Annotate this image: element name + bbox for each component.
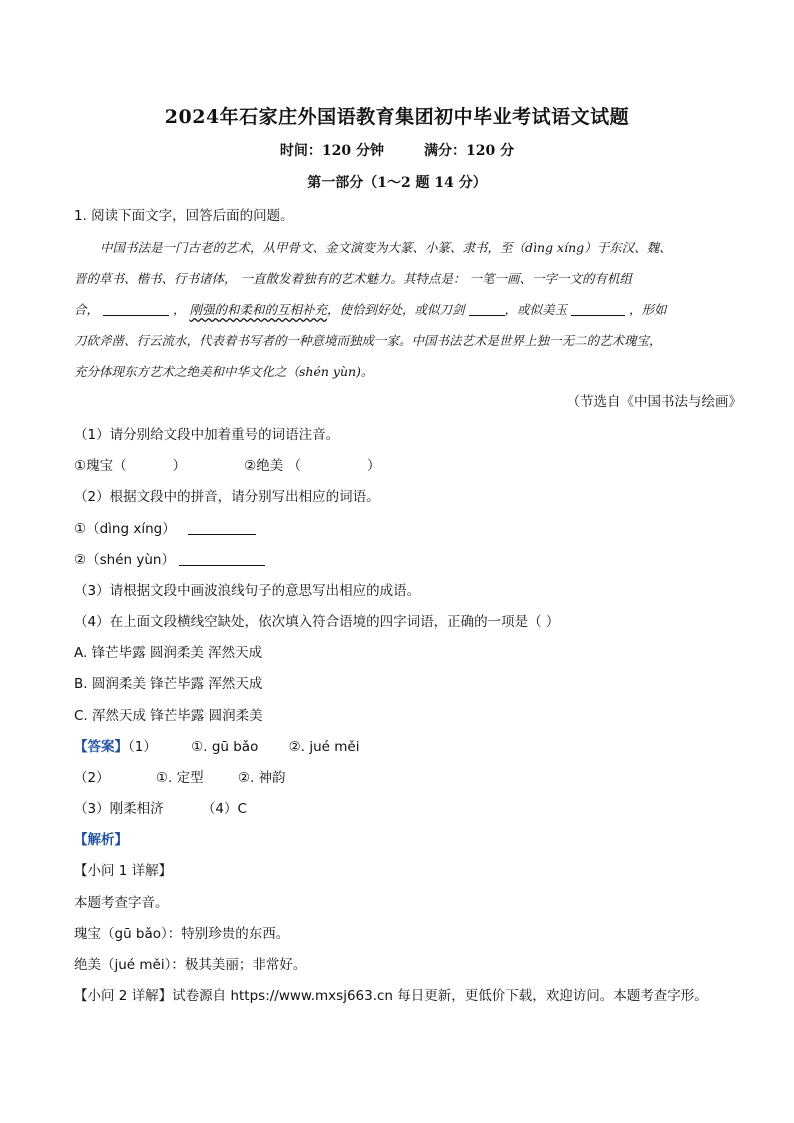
subquestion-2-item-2 (74, 548, 265, 568)
option-c: C. 浑然天成 锋芒毕露 圆润柔美 (74, 708, 263, 724)
subquestion-4: （4）在上面文段横线空缺处，依次填入符合语境的四字词语，正确的一项是（ ） (74, 614, 560, 630)
subquestion-2: （2）根据文段中的拼音，请分别写出相应的词语。 (74, 489, 380, 505)
answer-label: （1） (128, 739, 157, 755)
analysis-q2-heading: 【小问 2 详解】试卷源自 https://www.mxsj663.cn 每日更新，更低价下载，欢迎访问。本题考查字形。 (74, 988, 708, 1004)
answer-label: （2） (74, 770, 110, 786)
page-title: 2024年石家庄外国语教育集团初中毕业考试语文试题 (164, 106, 630, 128)
answer-blank[interactable] (179, 551, 265, 566)
question-prompt: 1. 阅读下面文字，回答后面的问题。 (74, 208, 294, 224)
passage-line-1: 中国书法是一门古老的艺术，从甲骨文、金文演变为大篆、小篆、隶书，至（dìng xíng）于东汉、魏、 (100, 240, 672, 255)
passage-text: 合， (74, 302, 100, 317)
item-label: ①瑰宝（ (74, 458, 127, 474)
answer-value: （3）刚柔相济 (74, 801, 164, 817)
answer-value: ①. 定型 (155, 770, 204, 786)
analysis-q1-line-2: 瑰宝（gū bǎo）：特别珍贵的东西。 (74, 926, 290, 942)
passage-text: ，形如 (628, 302, 667, 317)
item-label: ②（shén yùn） (74, 552, 175, 568)
passage-line-2: 晋的草书、楷书、行书诸体， 一直散发着独有的艺术魅力。其特点是： 一笔一画、一字一文的有机组 (74, 271, 632, 286)
option-a: A. 锋芒毕露 圆润柔美 浑然天成 (74, 645, 263, 661)
option-b: B. 圆润柔美 锋芒毕露 浑然天成 (74, 676, 263, 692)
blank-2[interactable] (469, 301, 505, 316)
passage-source: （节选自《中国书法与绘画》 (566, 394, 742, 410)
answer-row-2 (74, 766, 286, 786)
wavy-sentence: 刚强的和柔和的互相补充 (189, 302, 327, 317)
subquestion-2-item-1 (74, 517, 256, 537)
passage-line-5: 充分体现东方艺术之绝美和中华文化之（shén yùn)。 (74, 364, 374, 379)
exam-score: 满分：120 分 (424, 143, 515, 159)
subquestion-3: （3）请根据文段中画波浪线句子的意思写出相应的成语。 (74, 583, 421, 599)
part-heading: 第一部分（1～2 题 14 分） (307, 175, 487, 191)
answer-value: ②. 神韵 (237, 770, 286, 786)
passage-line-3 (74, 294, 730, 325)
passage-text: ，使恰到好处，或似刀剑 (327, 302, 465, 317)
blank-1[interactable] (103, 301, 169, 316)
answer-blank[interactable] (188, 520, 256, 535)
analysis-q1-line-3: 绝美（jué měi）：极其美丽；非常好。 (74, 957, 307, 973)
item-label: ） (367, 458, 381, 474)
item-label: ①（dìng xíng） (74, 521, 176, 537)
answer-row-3 (74, 797, 247, 817)
passage-text: ，或似美玉 (504, 302, 568, 317)
exam-time: 时间：120 分钟 (279, 143, 384, 159)
item-label: ②绝美 （ (244, 458, 302, 474)
analysis-tag: 【解析】 (74, 832, 128, 848)
passage-text: ， (172, 302, 186, 317)
subquestion-1: （1）请分别给文段中加着重号的词语注音。 (74, 427, 340, 443)
exam-meta (0, 140, 794, 160)
analysis-q1-heading: 【小问 1 详解】 (74, 863, 173, 879)
answer-value: ①. gū bǎo (191, 739, 259, 755)
analysis-q1-line-1: 本题考查字音。 (74, 895, 169, 911)
blank-3[interactable] (571, 301, 625, 316)
item-label: ） (172, 458, 187, 474)
subquestion-1-items (74, 454, 381, 474)
answer-tag: 【答案】 (74, 739, 128, 755)
answer-value: ②. jué měi (288, 739, 360, 755)
answer-row-1 (74, 735, 359, 755)
answer-value: （4）C (201, 801, 247, 817)
passage-line-4: 刀砍斧凿、行云流水，代表着书写者的一种意境而独成一家。中国书法艺术是世界上独一无二的艺术瑰宝， (74, 333, 662, 348)
